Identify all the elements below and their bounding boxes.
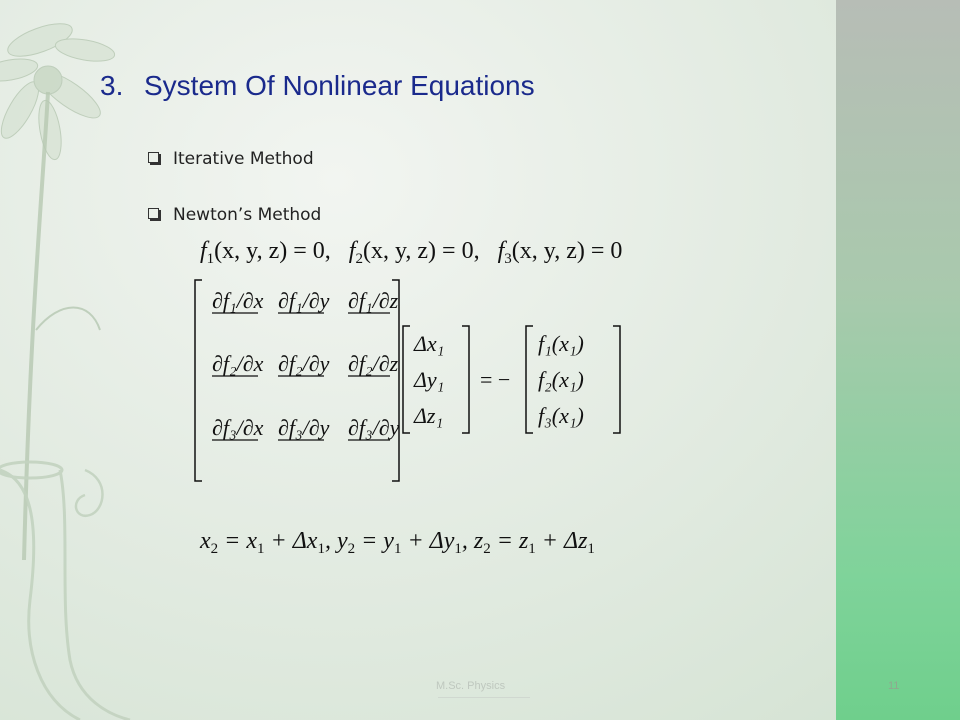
upd-x-rhs-sub: 1: [257, 541, 265, 557]
eq-f3-sub: 3: [504, 251, 512, 267]
footer-divider: [438, 697, 530, 698]
rhs-f1: f₁(x₁): [538, 331, 584, 356]
equation-update: [200, 528, 595, 558]
slide-number: 11: [888, 680, 900, 692]
delta-left-bracket: [403, 326, 410, 433]
checkbox-bullet-icon: [148, 208, 159, 219]
equation-system: [200, 238, 622, 268]
upd-z-rhs-sub: 1: [528, 541, 536, 557]
eq-f2: f: [348, 238, 356, 264]
upd-z-delta-sub: 1: [587, 541, 595, 557]
jacobian-cell-1-1: ∂f₁/∂x: [212, 288, 264, 313]
title-number: 3.: [100, 70, 124, 101]
delta-x1: Δx₁: [414, 331, 445, 356]
bullet-iterative-method: [148, 149, 314, 169]
upd-x-delta: + Δx: [264, 528, 318, 554]
eq-f3: f: [497, 238, 505, 264]
upd-x-rhs: = x: [218, 528, 258, 554]
eq-f1-args: (x, y, z) = 0,: [214, 238, 331, 264]
flower-vase-decoration: [0, 0, 200, 720]
title-text: System Of Nonlinear Equations: [144, 70, 535, 101]
upd-x2: x: [200, 528, 211, 554]
upd-z-rhs: = z: [490, 528, 529, 554]
upd-x-delta-sub: 1: [317, 541, 325, 557]
upd-y2: , y: [324, 528, 348, 554]
eq-f2-sub: 2: [355, 251, 363, 267]
jacobian-cell-2-2: ∂f₂/∂y: [278, 351, 330, 376]
glass-vase-icon: [0, 462, 130, 720]
bullet-newtons-method: [148, 205, 321, 225]
jacobian-cell-3-2: ∂f₃/∂y: [278, 415, 330, 440]
upd-z2: , z: [461, 528, 484, 554]
upd-x2-sub: 2: [210, 541, 219, 557]
jacobian-cell-2-1: ∂f₂/∂x: [212, 351, 264, 376]
rhs-left-bracket: [526, 326, 533, 433]
delta-y1: Δy₁: [414, 367, 445, 392]
jacobian-cell-3-3: ∂f₃/∂y: [348, 415, 400, 440]
checkbox-bullet-icon: [148, 152, 159, 163]
eq-f3-args: (x, y, z) = 0: [511, 238, 623, 264]
newton-matrix-equation: [190, 278, 640, 483]
right-decorative-band: [836, 0, 960, 720]
delta-z1: Δz₁: [414, 403, 444, 428]
upd-z-delta: + Δz: [535, 528, 588, 554]
bullet-text: Newton’s Method: [173, 205, 322, 225]
upd-y-delta: + Δy: [401, 528, 455, 554]
rhs-f3: f₃(x₁): [538, 403, 584, 428]
slide-title: [100, 70, 535, 102]
rhs-f2: f₂(x₁): [538, 367, 584, 392]
equals-minus: = −: [480, 367, 511, 392]
eq-f1: f: [200, 238, 207, 264]
upd-z2-sub: 2: [483, 541, 491, 557]
eq-f2-args: (x, y, z) = 0,: [362, 238, 480, 264]
jacobian-cell-1-2: ∂f₁/∂y: [278, 288, 330, 313]
upd-y2-sub: 2: [347, 541, 356, 557]
rhs-right-bracket: [613, 326, 620, 433]
upd-y-rhs-sub: 1: [393, 541, 402, 557]
jacobian-cell-1-3: ∂f₁/∂z: [348, 288, 399, 313]
jacobian-left-bracket: [195, 280, 202, 481]
jacobian-cell-3-1: ∂f₃/∂x: [212, 415, 264, 440]
eq-f1-sub: 1: [206, 251, 215, 267]
jacobian-cell-2-3: ∂f₂/∂z: [348, 351, 399, 376]
upd-y-rhs: = y: [355, 528, 394, 554]
footer-text: M.Sc. Physics: [436, 680, 506, 692]
upd-y-delta-sub: 1: [454, 541, 462, 557]
bullet-text: Iterative Method: [173, 149, 314, 169]
flower-petals-icon: [0, 17, 116, 161]
delta-right-bracket: [462, 326, 469, 433]
